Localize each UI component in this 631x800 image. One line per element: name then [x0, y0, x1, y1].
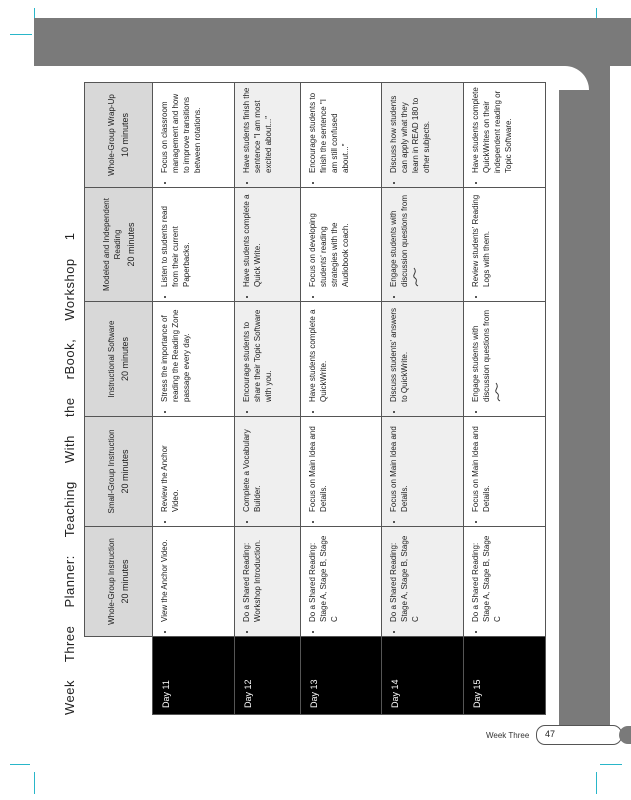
cell-text [470, 306, 503, 402]
cell-text: • Do a Shared Reading: Workshop Introduction. [241, 531, 263, 622]
cell-text: • Have students complete a Quick Write. [241, 192, 263, 287]
cell-text: • Have students complete QuickWrites on their independent reading or Topic Software. [470, 87, 514, 173]
cell-text: • Focus on Main Idea and Details. [470, 421, 492, 512]
table-cell [382, 417, 464, 527]
day-label: Day 13 [300, 637, 382, 715]
table-cell [464, 417, 546, 527]
table-cell [153, 527, 235, 637]
column-minutes: 20 minutes [120, 559, 130, 604]
cell-text: • Focus on Main Idea and Details. [388, 421, 410, 512]
table-cell [464, 527, 546, 637]
column-minutes: 20 minutes [125, 222, 136, 267]
cell-text-value: Engage students with discussion questions from [389, 194, 410, 287]
table-cell [153, 417, 235, 527]
column-header [85, 417, 153, 527]
crop-mark [34, 772, 35, 794]
cell-text: • Focus on developing students' reading strategies with the Audiobook coach. [307, 192, 351, 287]
table-cell [234, 188, 300, 302]
column-minutes: 10 minutes [120, 112, 130, 158]
cell-text: • Focus on classroom management and how to improve transitions between rotations. [159, 87, 203, 173]
table-cell [300, 527, 382, 637]
table-row [153, 83, 235, 715]
table-cell [234, 527, 300, 637]
crop-mark [10, 764, 32, 765]
crop-mark [596, 772, 597, 794]
column-header [85, 83, 153, 188]
cell-text: • Complete a Vocabulary Builder. [241, 421, 263, 512]
page-band-side [559, 18, 610, 740]
column-minutes: 20 minutes [120, 449, 130, 494]
day-label: Day 14 [382, 637, 464, 715]
page-number-pill [536, 725, 622, 745]
table-cell [300, 83, 382, 188]
cell-text: • Listen to students read from their current Paperbacks. [159, 192, 192, 287]
page-footer [478, 727, 628, 745]
day-label: Day 12 [234, 637, 300, 715]
table-cell [234, 83, 300, 188]
footer-week-label: Week Three [486, 731, 530, 740]
day-label: Day 11 [153, 637, 235, 715]
column-title: Whole-Group Wrap-Up [107, 94, 116, 176]
page-band-top [34, 18, 631, 66]
cell-text: • Do a Shared Reading: Stage A, Stage B, Stage C [470, 531, 503, 622]
header-row [85, 83, 153, 715]
cell-text: • Focus on Main Idea and Details. [307, 421, 329, 512]
cell-text: • Discuss students' answers to QuickWrite. [388, 306, 410, 402]
cell-text: • Do a Shared Reading: Stage A, Stage B, Stage C [388, 531, 421, 622]
table-cell [234, 302, 300, 417]
table-row [382, 83, 464, 715]
column-header [85, 302, 153, 417]
cell-text: • Have students finish the sentence "I am most excited about..." [241, 87, 274, 173]
table-cell [464, 83, 546, 188]
table-cell [300, 302, 382, 417]
table-cell [382, 83, 464, 188]
column-title: Modeled and Independent Reading [101, 198, 122, 291]
planner-title: Week Three Planner: Teaching With the rBook, Workshop 1 [62, 232, 77, 715]
cell-text [388, 192, 421, 287]
table-cell [300, 188, 382, 302]
column-header [85, 527, 153, 637]
cell-text: • Have students complete a QuickWrite. [307, 306, 329, 402]
cell-text: • Do a Shared Reading: Stage A, Stage B, Stage C [307, 531, 340, 622]
cell-text: • Encourage students to finish the sentence "I am still confused about..." [307, 87, 351, 173]
cell-text-value: Engage students with discussion questions from [471, 309, 492, 402]
column-title: Instructional Software [107, 320, 116, 398]
page-number: 47 [545, 729, 556, 739]
table-cell [234, 417, 300, 527]
table-cell [382, 527, 464, 637]
table-cell [300, 417, 382, 527]
table-cell [153, 302, 235, 417]
table-cell [464, 302, 546, 417]
corner-cell [85, 637, 153, 715]
column-title: Whole-Group Instruction [107, 538, 116, 625]
cell-text: • Review the Anchor Video. [159, 421, 181, 512]
planner [62, 75, 548, 715]
table-cell [153, 188, 235, 302]
column-minutes: 20 minutes [120, 336, 130, 382]
column-header [85, 188, 153, 302]
table-cell [153, 83, 235, 188]
handwritten-scribble-icon [412, 267, 420, 287]
table-row [234, 83, 300, 715]
cell-text: • View the Anchor Video. [159, 531, 170, 622]
page-number-tail [619, 726, 631, 744]
table-cell [382, 302, 464, 417]
day-label: Day 15 [464, 637, 546, 715]
column-title: Small-Group Instruction [107, 429, 116, 514]
table-row [300, 83, 382, 715]
handwritten-scribble-icon [494, 382, 502, 402]
crop-mark [600, 764, 622, 765]
cell-text: • Discuss how students can apply what they learn in READ 180 to other subjects. [388, 87, 432, 173]
crop-mark [10, 34, 32, 35]
table-row [464, 83, 546, 715]
table-cell [382, 188, 464, 302]
cell-text: • Stress the importance of reading the Reading Zone passage every day. [159, 306, 192, 402]
table-cell [464, 188, 546, 302]
planner-table [84, 82, 546, 715]
cell-text: • Encourage students to share their Topic Software with you. [241, 306, 274, 402]
cell-text: • Review students' Reading Logs with them. [470, 192, 492, 287]
